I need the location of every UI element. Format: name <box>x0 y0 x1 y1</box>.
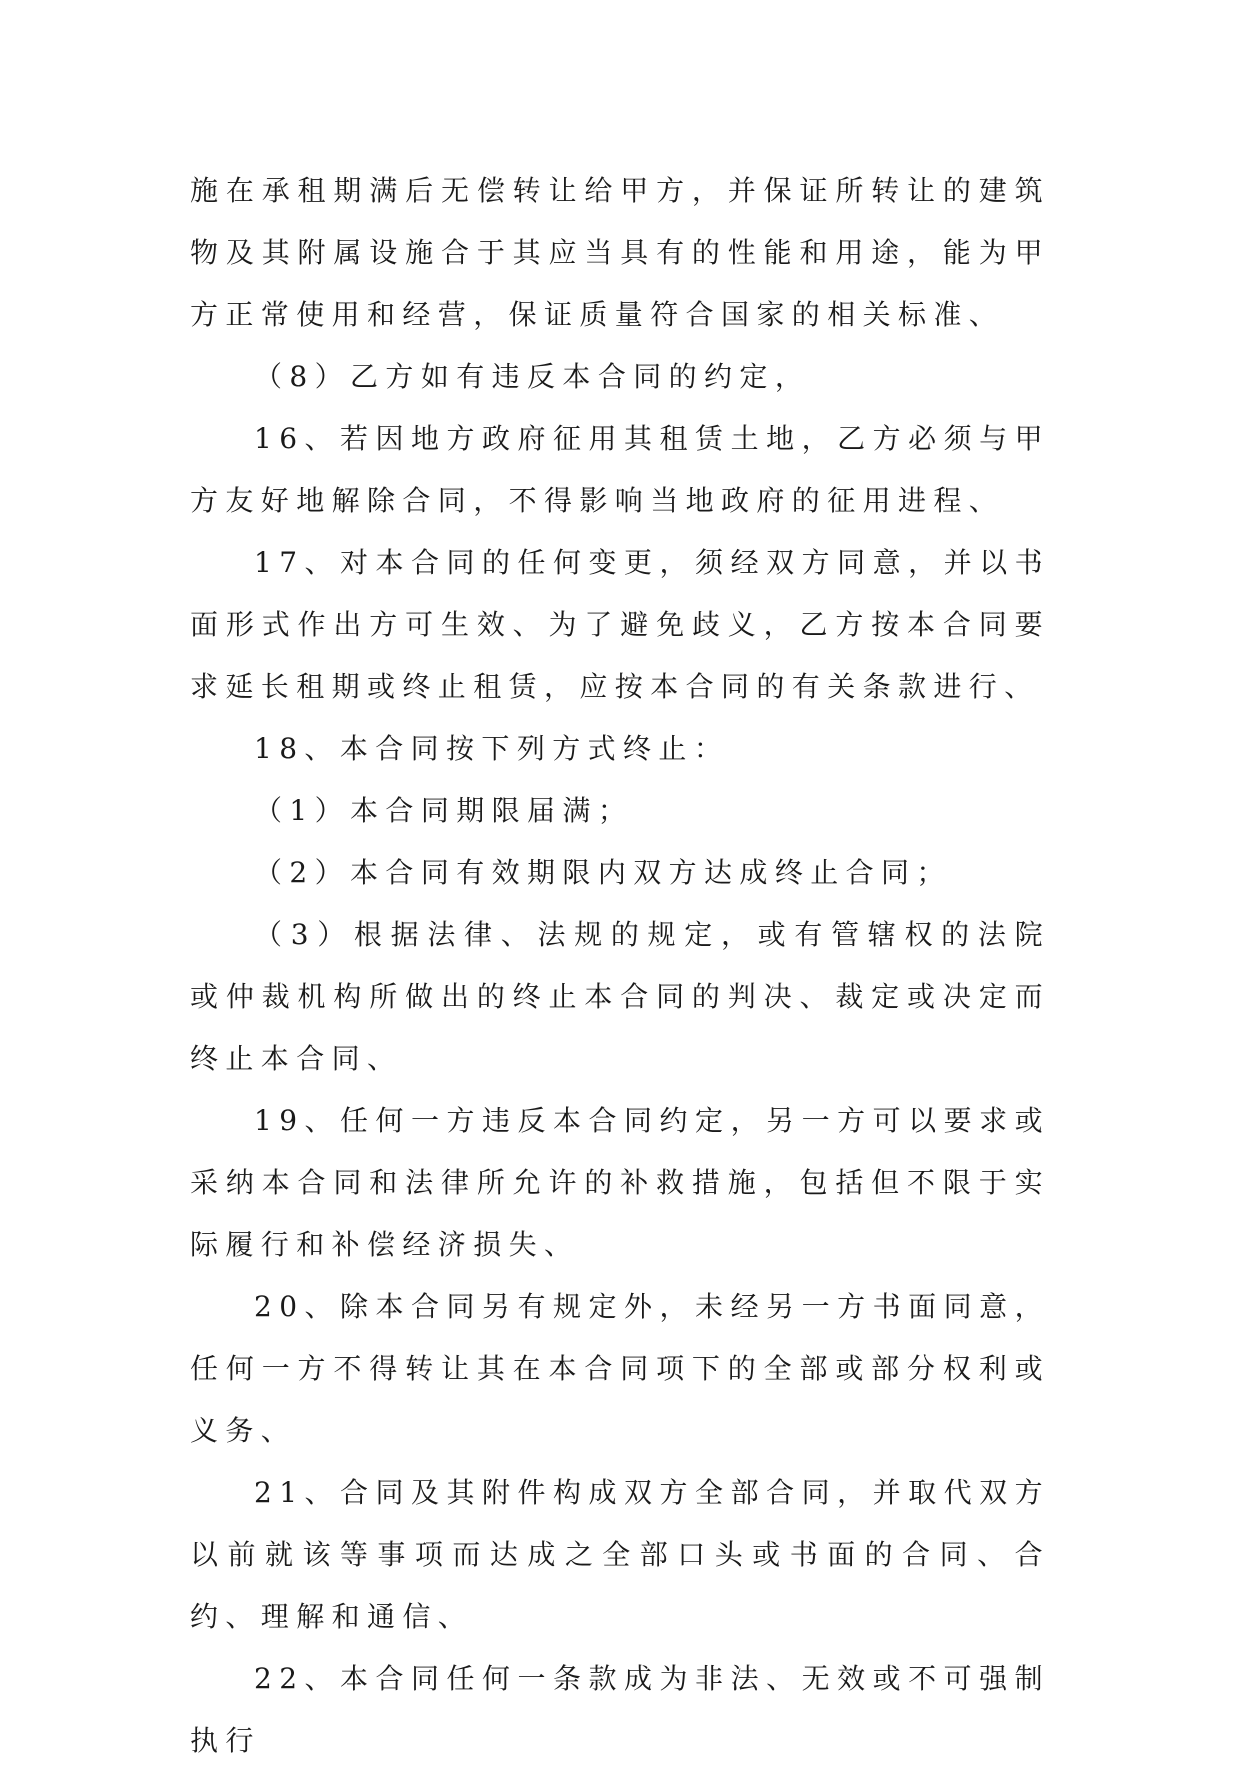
document-body <box>190 160 1050 1772</box>
clause-17: 17、对本合同的任何变更，须经双方同意，并以书面形式作出方可生效、为了避免歧义，乙方按本合同要求延长租期或终止租赁，应按本合同的有关条款进行、 <box>190 546 1050 703</box>
clause-18-item-3: （3）根据法律、法规的规定，或有管辖权的法院或仲裁机构所做出的终止本合同的判决、裁定或决定而终止本合同、 <box>190 918 1050 1075</box>
clause-18: 18、本合同按下列方式终止： <box>254 732 730 765</box>
clause-22: 22、本合同任何一条款成为非法、无效或不可强制执行 <box>190 1662 1050 1757</box>
clause-18-item-1: （1）本合同期限届满； <box>254 794 634 827</box>
clause-18-item-2: （2）本合同有效期限内双方达成终止合同； <box>254 856 952 889</box>
clause-20: 20、除本合同另有规定外，未经另一方书面同意，任何一方不得转让其在本合同项下的全部或部分权利或义务、 <box>190 1290 1050 1447</box>
clause-16: 16、若因地方政府征用其租赁土地，乙方必须与甲方友好地解除合同，不得影响当地政府的征用进程、 <box>190 422 1050 517</box>
clause-15-item-8: （8）乙方如有违反本合同的约定， <box>254 360 811 393</box>
clause-19: 19、任何一方违反本合同约定，另一方可以要求或采纳本合同和法律所允许的补救措施，包括但不限于实际履行和补偿经济损失、 <box>190 1104 1050 1261</box>
clause-21: 21、合同及其附件构成双方全部合同，并取代双方以前就该等事项而达成之全部口头或书面的合同、合约、理解和通信、 <box>190 1476 1050 1633</box>
paragraph-continuation: 施在承租期满后无偿转让给甲方，并保证所转让的建筑物及其附属设施合于其应当具有的性能和用途，能为甲方正常使用和经营，保证质量符合国家的相关标准、 <box>190 174 1050 331</box>
